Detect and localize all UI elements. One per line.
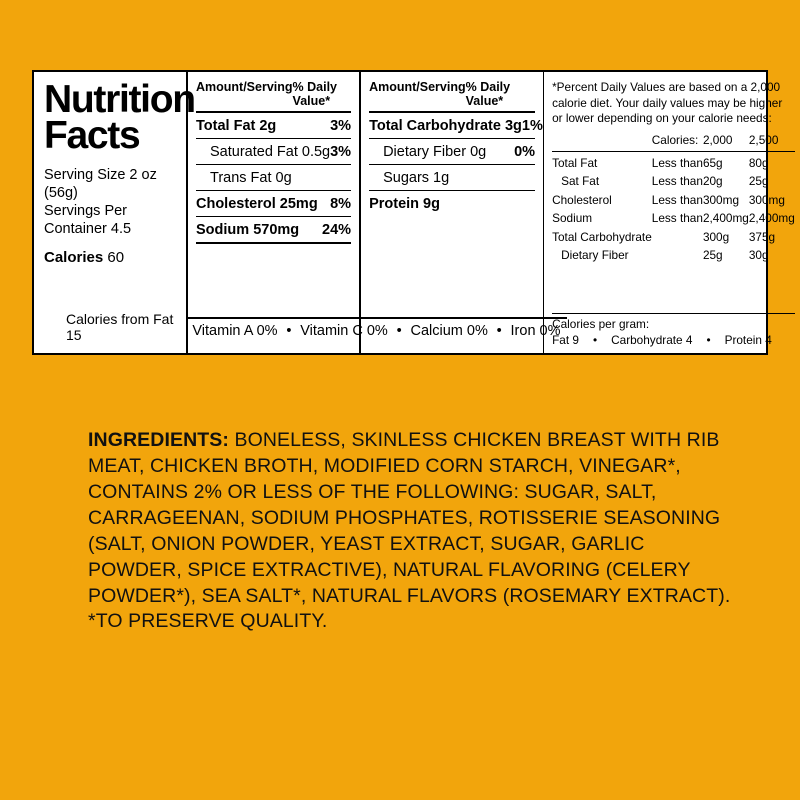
cpg-fat: Fat 9 bbox=[552, 333, 579, 347]
rule bbox=[186, 317, 567, 319]
nutrient-name: Sodium 570mg bbox=[196, 221, 300, 238]
nutrition-title-column bbox=[34, 72, 195, 353]
nutrition-title-line2: Facts bbox=[44, 113, 140, 157]
rule bbox=[552, 151, 795, 152]
dv-row-2500: 30g bbox=[748, 247, 769, 262]
table-row bbox=[196, 113, 351, 138]
vitamin-c: Vitamin C 0% bbox=[300, 323, 388, 339]
page-title bbox=[44, 78, 195, 157]
right-column-headers bbox=[369, 80, 535, 111]
iron: Iron 0% bbox=[510, 323, 561, 339]
dv-row-2000: 300g bbox=[702, 229, 730, 244]
nutrient-dv: 3% bbox=[330, 143, 352, 160]
table-row bbox=[196, 139, 351, 164]
calories-per-gram-label: Calories per gram: bbox=[552, 317, 650, 331]
ingredients-statement bbox=[88, 428, 738, 635]
dv-row-qualifier: Less than bbox=[651, 192, 703, 207]
dv-row-2000: 300mg bbox=[702, 192, 740, 207]
nutrition-title-line1: Nutrition bbox=[44, 78, 195, 121]
bullet-icon: • bbox=[496, 323, 502, 339]
dv-row-2000: 2,400mg bbox=[702, 211, 749, 226]
dv-row-2000: 65g bbox=[702, 156, 723, 171]
nutrient-dv: 1% bbox=[521, 117, 543, 134]
dv-row-label: Total Fat bbox=[552, 156, 598, 171]
table-row bbox=[552, 154, 795, 172]
servings-per: Servings Per bbox=[44, 202, 128, 219]
vitamin-a: Vitamin A 0% bbox=[192, 323, 278, 339]
dv-row-2500: 300mg bbox=[748, 192, 785, 207]
dv-header-2000: 2,000 bbox=[702, 132, 733, 147]
dv-row-qualifier: Less than bbox=[651, 174, 703, 189]
nutrient-name: Total Fat 2g bbox=[196, 117, 277, 134]
dv-row-label: Total Carbohydrate bbox=[552, 229, 652, 244]
cpg-protein: Protein 4 bbox=[724, 333, 772, 347]
vitamins-strip bbox=[36, 317, 764, 351]
calories-label: Calories bbox=[44, 248, 104, 266]
nutrient-dv: 8% bbox=[330, 195, 352, 212]
calories-line bbox=[44, 249, 180, 266]
table-row bbox=[196, 191, 351, 216]
dv-row-2000: 20g bbox=[702, 174, 723, 189]
table-row bbox=[369, 113, 543, 138]
rule bbox=[552, 313, 795, 314]
table-row bbox=[552, 227, 795, 245]
table-row bbox=[552, 209, 795, 227]
dv-row-2500: 80g bbox=[748, 156, 769, 171]
dv-header-calories: Calories: bbox=[651, 132, 699, 147]
table-row bbox=[196, 165, 351, 190]
calories-value: 60 bbox=[107, 248, 125, 266]
table-row bbox=[369, 139, 535, 164]
nutrition-facts-panel bbox=[32, 70, 795, 355]
table-row bbox=[552, 191, 795, 209]
nutrient-dv: 0% bbox=[514, 143, 536, 160]
dv-row-qualifier: Less than bbox=[651, 156, 703, 171]
nutrient-name: Trans Fat 0g bbox=[210, 169, 292, 186]
daily-value-table bbox=[552, 131, 795, 264]
dv-header-blank bbox=[552, 131, 652, 149]
nutrient-dv: 24% bbox=[322, 221, 352, 238]
serving-info bbox=[44, 167, 180, 239]
bullet-icon: • bbox=[592, 333, 598, 347]
table-row bbox=[369, 165, 535, 190]
calories-from-fat: Calories from Fat 15 bbox=[66, 311, 174, 343]
left-column-headers bbox=[196, 80, 351, 111]
dv-header-2500: 2,500 bbox=[748, 132, 779, 147]
table-row bbox=[552, 246, 795, 264]
dv-row-label: Sodium bbox=[552, 211, 593, 226]
dv-row-2500: 375g bbox=[748, 229, 776, 244]
dv-row-qualifier bbox=[652, 246, 703, 264]
ingredients-text: BONELESS, SKINLESS CHICKEN BREAST WITH RIB MEAT, CHICKEN BROTH, MODIFIED CORN STARCH, VINEGAR*, CONTAINS 2% OR LESS OF THE FOLLOWING: SUGAR, SALT, CARRAGEENAN, SODIUM PHOSPHATES, ROTISSERIE SEASONING (SALT, ONION POWDER, YEAST EXTRACT, SUGAR, GARLIC POWDER, SPICE EXTRACTIVE), NATURAL FLAVORING (CELERY POWDER*), SEA SALT*, NATURAL FLAVORS (ROSEMARY EXTRACT). *TO PRESERVE QUALITY. bbox=[88, 429, 731, 633]
nutrient-name: Cholesterol 25mg bbox=[196, 195, 318, 212]
dv-row-2000: 25g bbox=[702, 247, 723, 262]
dv-row-2500: 25g bbox=[748, 174, 769, 189]
dv-row-label: Cholesterol bbox=[552, 192, 612, 207]
amount-per-serving-header-2: Amount/Serving bbox=[369, 80, 466, 94]
dv-row-qualifier bbox=[652, 227, 703, 245]
nutrient-name: Saturated Fat 0.5g bbox=[210, 143, 331, 160]
table-row bbox=[552, 131, 795, 149]
dv-row-label: Sat Fat bbox=[561, 174, 600, 189]
dv-row-2500: 2,400mg bbox=[748, 211, 795, 226]
nutrient-name: Dietary Fiber 0g bbox=[383, 143, 487, 160]
servings-per-container: Container 4.5 bbox=[44, 220, 132, 237]
daily-value-header-2: % Daily Value* bbox=[465, 80, 511, 108]
daily-value-reference-column bbox=[544, 72, 800, 353]
serving-size: Serving Size 2 oz (56g) bbox=[44, 166, 157, 201]
daily-value-header: % Daily Value* bbox=[292, 80, 338, 108]
right-nutrient-column bbox=[361, 72, 543, 353]
nutrient-name: Protein 9g bbox=[369, 195, 440, 212]
nutrient-name: Total Carbohydrate 3g bbox=[369, 117, 522, 134]
dv-row-qualifier: Less than bbox=[651, 211, 703, 226]
ingredients-heading: INGREDIENTS: bbox=[88, 429, 229, 451]
amount-per-serving-header: Amount/Serving bbox=[196, 80, 293, 94]
cpg-carb: Carbohydrate 4 bbox=[611, 333, 693, 347]
nutrient-dv: 3% bbox=[330, 117, 352, 134]
bullet-icon: • bbox=[286, 323, 292, 339]
bullet-icon: • bbox=[396, 323, 402, 339]
daily-value-note: *Percent Daily Values are based on a 2,000 calorie diet. Your daily values may be higher or lower depending on your calorie needs: bbox=[552, 80, 783, 126]
nutrient-name: Sugars 1g bbox=[383, 169, 450, 186]
table-row bbox=[552, 172, 795, 190]
calcium: Calcium 0% bbox=[410, 323, 488, 339]
dv-row-label: Dietary Fiber bbox=[561, 247, 629, 262]
left-nutrient-column bbox=[188, 72, 359, 353]
bullet-icon: • bbox=[706, 333, 711, 347]
table-row bbox=[196, 217, 351, 242]
table-row bbox=[369, 191, 535, 216]
